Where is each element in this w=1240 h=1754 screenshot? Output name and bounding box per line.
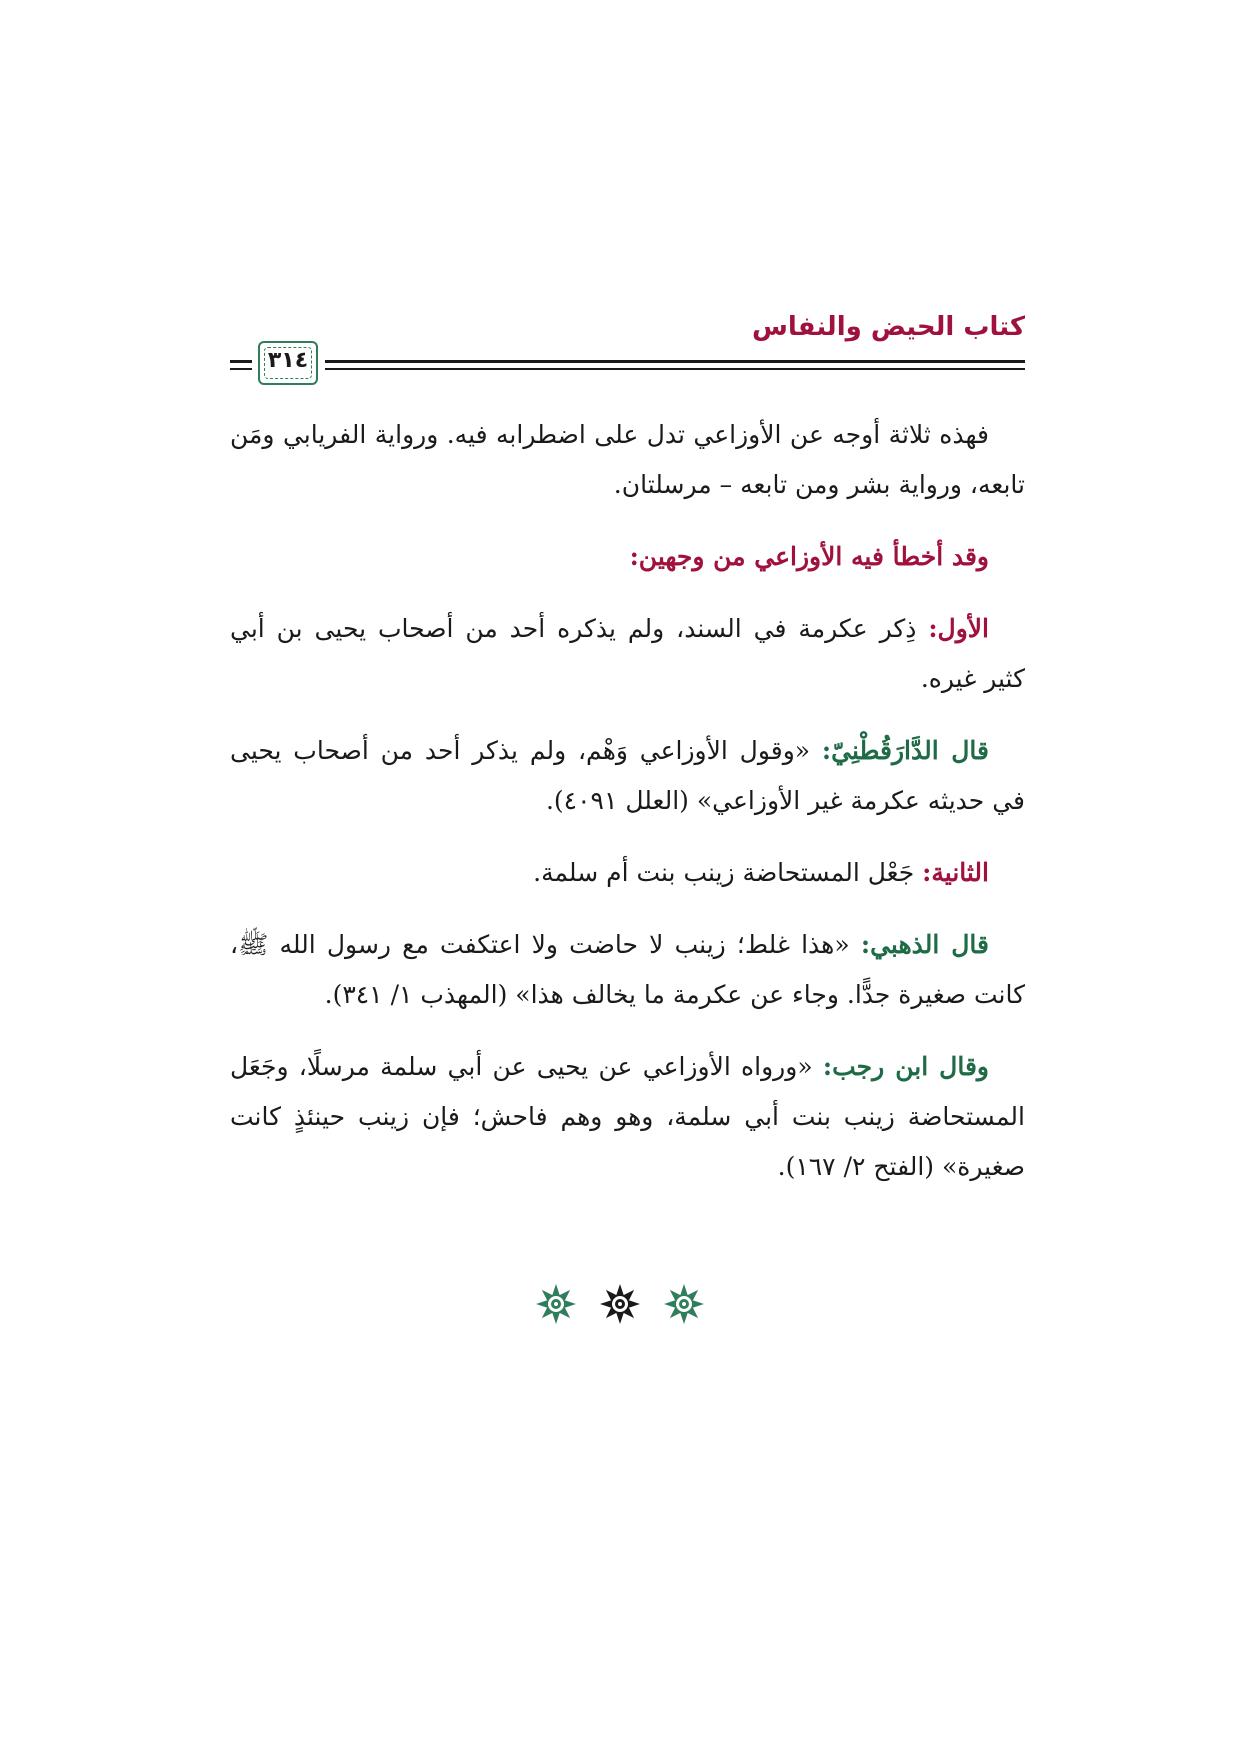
header-rule (230, 360, 252, 363)
header-rule (230, 368, 252, 370)
paragraph-text: فهذه ثلاثة أوجه عن الأوزاعي تدل على اضطرابه فيه. ورواية الفريابي ومَن تابعه، ورواية بشر ومن تابعه – مرسلتان. (230, 420, 1025, 499)
paragraph (230, 848, 1025, 898)
paragraph-text: «هذا غلط؛ زينب لا حاضت ولا اعتكفت مع رسول الله ﷺ، كانت صغيرة جدًّا. وجاء عن عكرمة ما يخالف هذا» (المهذب ١/ ٣٤١). (230, 930, 1025, 1009)
paragraph-lead: قال الذهبي: (860, 930, 989, 959)
paragraph-lead: الأول: (928, 614, 989, 643)
header-rule (325, 368, 1025, 370)
paragraph (230, 726, 1025, 826)
paragraph (230, 604, 1025, 704)
paragraph-lead: الثانية: (922, 858, 989, 887)
page-number: ٣١٤ (267, 348, 309, 373)
book-title: كتاب الحيض والنفاس (751, 312, 1025, 342)
paragraph (230, 920, 1025, 1020)
section-end-ornament (520, 1283, 720, 1333)
paragraph-text: ذِكر عكرمة في السند، ولم يذكره أحد من أصحاب يحيى بن أبي كثير غيره. (230, 614, 1025, 693)
flower-ornament-icon (535, 1283, 577, 1325)
flower-ornament-icon (663, 1283, 705, 1325)
header-rule (325, 360, 1025, 363)
paragraph-text: «ورواه الأوزاعي عن يحيى عن أبي سلمة مرسلًا، وجَعَل المستحاضة زينب بنت أبي سلمة، وهو وهم فاحش؛ فإن زينب حينئذٍ كانت صغيرة» (الفتح ٢/ ١٦٧). (230, 1052, 1025, 1181)
subheading-text: وقد أخطأ فيه الأوزاعي من وجهين: (629, 542, 989, 571)
paragraph-lead: وقال ابن رجب: (822, 1052, 989, 1081)
flower-ornament-icon (599, 1283, 641, 1325)
page-header (230, 312, 1025, 392)
paragraph-text: «وقول الأوزاعي وَهْم، ولم يذكر أحد من أصحاب يحيى في حديثه عكرمة غير الأوزاعي» (العلل ٤٠٩١). (230, 736, 1025, 815)
page-body (230, 410, 1025, 1214)
paragraph-lead: قال الدَّارَقُطْنِيّ: (821, 736, 990, 765)
page-number-badge (258, 341, 318, 385)
paragraph (230, 1042, 1025, 1192)
paragraph (230, 410, 1025, 510)
section-subheading (230, 532, 1025, 582)
paragraph-text: جَعْل المستحاضة زينب بنت أم سلمة. (533, 858, 923, 887)
